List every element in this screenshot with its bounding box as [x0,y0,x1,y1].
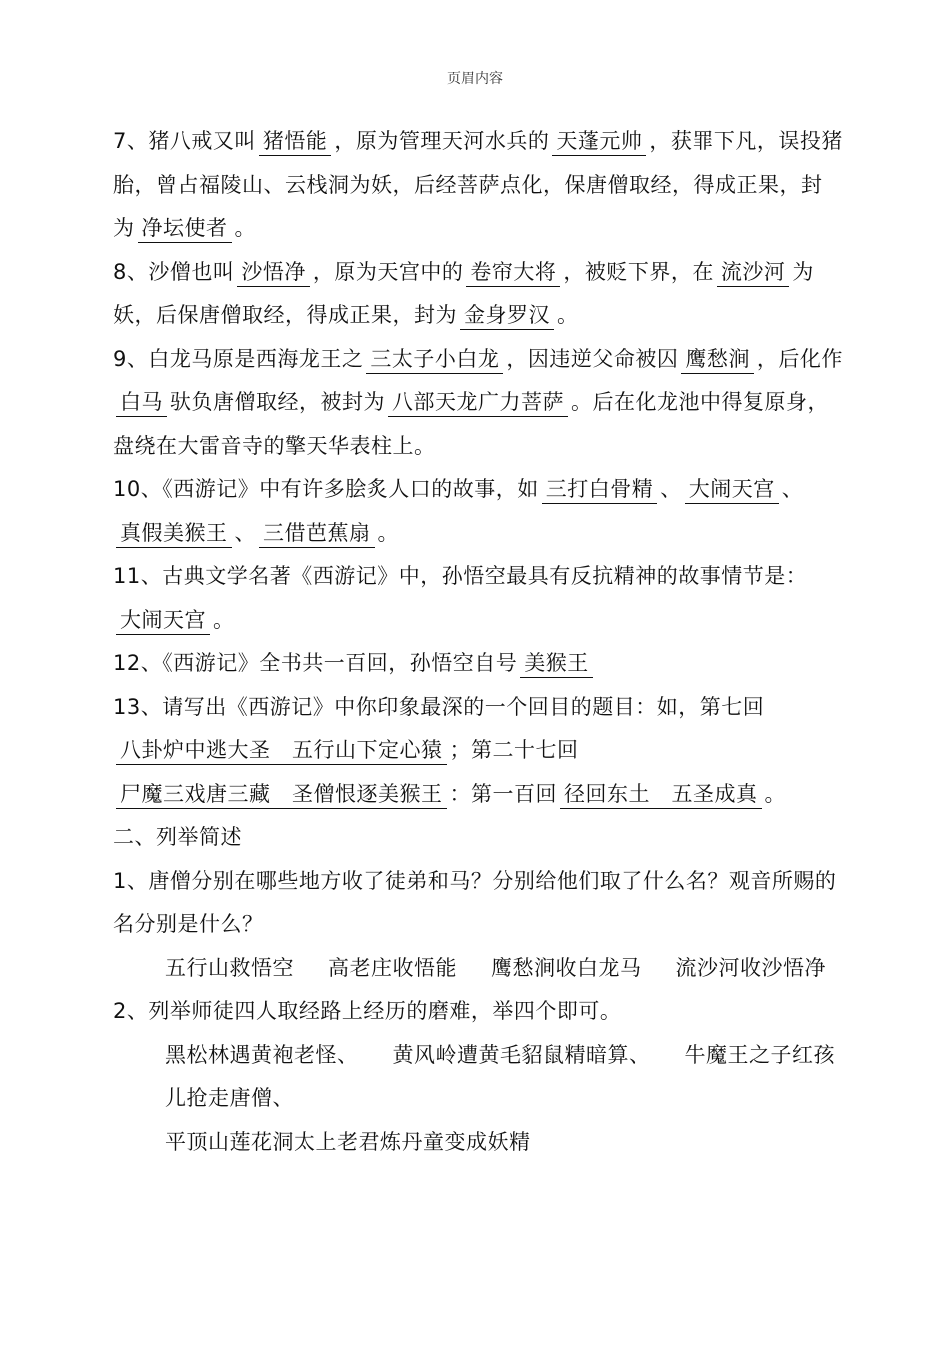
q11-text-1: 11、古典文学名著《西游记》中，孙悟空最具有反抗精神的故事情节是： [113,564,808,588]
q9-text-5: 。后在化龙池中得复原身，盘绕在大雷音寺的擎天华表柱上。 [113,390,829,458]
section-2-heading: 二、列举简述 [113,825,242,849]
question-8 [113,251,843,338]
q12-text-1: 12、《西游记》全书共一百回，孙悟空自号 [113,651,518,675]
list-answer-1 [113,947,843,991]
answer-item: 鹰愁涧收白龙马 [491,955,642,980]
q13-text-2: ；第二十七回 [449,738,579,762]
q13-answer-3: 径回东土 五圣成真 [560,780,762,809]
q9-text-1: 9、白龙马原是西海龙王之 [113,346,364,371]
q9-answer-4: 八部天龙广力菩萨 [388,388,568,417]
q10-answer-1: 三打白骨精 [542,475,658,504]
q9-answer-1: 三太子小白龙 [366,345,503,374]
q13-text-1: 13、请写出《西游记》中你印象最深的一个回目的题目：如，第七回 [113,694,765,719]
answer-item: 黄风岭遭黄毛貂鼠精暗算、 [392,1042,651,1067]
q8-answer-1: 沙悟净 [237,258,310,287]
q13-text-3: ：第一百回 [449,781,557,806]
q10-text-4: 、 [234,520,256,545]
question-7 [113,120,843,251]
page-header: 页眉内容 [447,71,503,87]
q10-answer-2: 大闹天宫 [685,475,779,504]
q9-text-4: 驮负唐僧取经，被封为 [170,390,385,414]
q7-answer-3: 净坛使者 [138,214,232,243]
q8-answer-3: 流沙河 [717,258,790,287]
q7-text-4: 。 [234,216,256,240]
list-question-1: 1、唐僧分别在哪些地方收了徒弟和马？分别给他们取了什么名？观音所赐的名分别是什么？ [113,868,837,936]
question-13 [113,686,843,817]
q7-text-2: ，原为管理天河水兵的 [334,129,550,153]
answer-item: 五行山救悟空 [165,955,294,980]
list-answer-2 [113,1034,843,1121]
q8-text-4: 为妖，后保唐僧取经，得成正果，封为 [113,259,814,327]
q10-answer-4: 三借芭蕉扇 [259,519,375,548]
q10-text-2: 、 [660,477,682,501]
q12-answer-1: 美猴王 [520,649,593,678]
q10-text-5: 。 [377,520,399,545]
list-answer-2-last: 平顶山莲花洞太上老君炼丹童变成妖精 [165,1129,531,1154]
q8-answer-2: 卷帘大将 [466,258,560,287]
q8-text-1: 8、沙僧也叫 [113,259,235,284]
q13-text-4: 。 [764,781,786,806]
q7-answer-2: 天蓬元帅 [552,127,646,156]
q13-answer-1: 八卦炉中逃大圣 五行山下定心猿 [116,736,447,765]
q8-text-2: ，原为天宫中的 [312,259,464,284]
answer-item: 牛魔王之子红孩儿抢走唐僧、 [165,1042,835,1110]
document-body [113,120,843,1164]
q11-text-2: 。 [213,607,235,632]
q10-text-1: 10、《西游记》中有许多脍炙人口的故事，如 [113,477,539,501]
answer-item: 高老庄收悟能 [328,955,457,980]
q8-text-5: 。 [557,303,579,327]
q10-text-3: 、 [781,477,804,501]
answer-item: 流沙河收沙悟净 [675,955,826,980]
q9-answer-2: 鹰愁涧 [681,345,754,374]
list-question-2: 2、列举师徒四人取经路上经历的磨难，举四个即可。 [113,999,622,1023]
question-12 [113,642,843,686]
q10-answer-3: 真假美猴王 [116,519,232,548]
question-9 [113,338,843,469]
q9-text-2: ，因违逆父命被囚 [506,346,679,371]
q8-answer-4: 金身罗汉 [460,301,554,330]
q11-answer-1: 大闹天宫 [116,606,210,635]
q8-text-3: ，被贬下界，在 [563,259,714,284]
q7-answer-1: 猪悟能 [259,127,332,156]
q9-answer-3: 白马 [116,388,167,417]
question-11 [113,555,843,642]
q13-answer-2: 尸魔三戏唐三藏 圣僧恨逐美猴王 [116,780,447,809]
q9-text-3: ，后化作 [756,346,843,371]
q7-text-1: 7、猪八戒又叫 [113,129,256,153]
question-10 [113,468,843,555]
q7-text-3: ，获罪下凡，误投猪胎，曾占福陵山、云栈洞为妖，后经菩萨点化，保唐僧取经，得成正果，封为 [113,129,843,240]
answer-item: 黑松林遇黄袍老怪、 [165,1042,359,1067]
